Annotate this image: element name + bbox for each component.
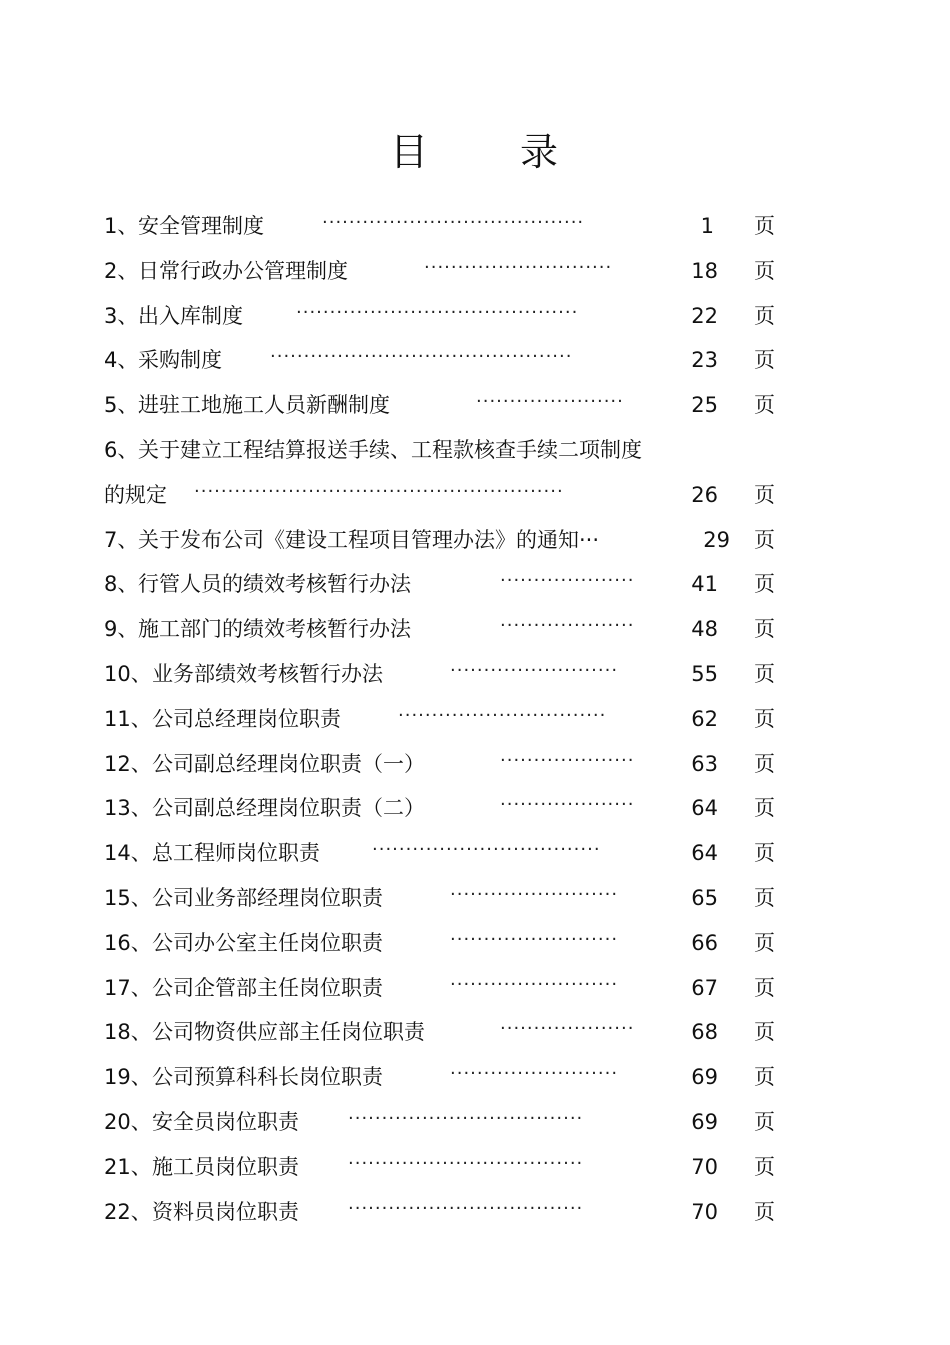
toc-entry[interactable] [104, 473, 804, 518]
toc-entry[interactable] [104, 966, 804, 1011]
toc-page-unit: 页 [754, 617, 775, 642]
toc-page-number: 67 [691, 975, 718, 1000]
toc-leader-dots: ······································· [322, 212, 585, 233]
toc-page-number: 1 [700, 214, 714, 238]
toc-page-unit: 页 [754, 572, 775, 597]
toc-entry[interactable] [104, 338, 804, 383]
toc-page-number: 23 [691, 348, 718, 373]
toc-entry[interactable] [104, 697, 804, 742]
toc-page-unit: 页 [754, 1109, 775, 1134]
toc-page-unit: 页 [754, 303, 775, 328]
toc-entry-number: 4、 [104, 348, 139, 373]
toc-entry-number: 16、 [104, 930, 152, 955]
toc-page-number: 69 [691, 1065, 718, 1090]
toc-page-unit: 页 [754, 1199, 775, 1224]
toc-entry-number: 22、 [104, 1199, 152, 1224]
toc-page-unit: 页 [754, 1154, 775, 1179]
toc-entry-title: 施工部门的绩效考核暂行办法 [138, 617, 411, 642]
toc-leader-dots: ·································· [372, 839, 601, 861]
toc-page-number: 68 [691, 1020, 718, 1045]
toc-entry-number: 12、 [104, 751, 152, 776]
toc-entry-number: 19、 [104, 1065, 152, 1090]
toc-page-number: 69 [691, 1109, 718, 1134]
toc-leader-dots: ························· [450, 973, 619, 995]
toc-entry[interactable] [104, 652, 804, 697]
toc-entry[interactable] [104, 1010, 804, 1055]
toc-entry[interactable] [104, 876, 804, 921]
toc-page-unit: 页 [754, 527, 775, 552]
toc-leader-dots: ······················································· [194, 480, 564, 502]
toc-page-unit: 页 [754, 482, 775, 507]
toc-entry-number: 1、 [104, 214, 139, 238]
toc-page-number: 26 [691, 482, 718, 507]
toc-leader-dots: ························· [450, 928, 619, 950]
toc-page-number: 62 [691, 706, 718, 731]
toc-entry[interactable] [104, 204, 804, 249]
toc-entry[interactable] [104, 294, 804, 339]
toc-entry-number: 10、 [104, 661, 152, 686]
toc-page-unit: 页 [754, 975, 775, 1000]
toc-entry-number: 6、 [104, 437, 139, 462]
toc-leader-dots: ···························· [424, 256, 613, 278]
toc-page-number: 29 [703, 527, 730, 552]
toc-entry-title: 日常行政办公管理制度 [138, 258, 348, 283]
toc-entry[interactable] [104, 518, 804, 563]
toc-entry-title: 安全员岗位职责 [152, 1109, 299, 1134]
toc-page-unit: 页 [754, 706, 775, 731]
toc-leader-dots: ···················· [500, 570, 635, 592]
table-of-contents [104, 204, 804, 1234]
toc-page-unit: 页 [754, 258, 775, 283]
toc-leader-dots: ······················ [476, 391, 624, 413]
toc-leader-dots: ···················· [500, 1018, 635, 1040]
toc-page-number: 55 [691, 661, 718, 686]
toc-entry-title: 行管人员的绩效考核暂行办法 [138, 572, 411, 597]
toc-entry-title: 施工员岗位职责 [152, 1154, 299, 1179]
toc-entry-title: 公司企管部主任岗位职责 [152, 975, 383, 1000]
toc-entry-title: 公司物资供应部主任岗位职责 [152, 1020, 425, 1045]
toc-entry-title: 总工程师岗位职责 [152, 841, 320, 866]
toc-entry[interactable] [104, 831, 804, 876]
toc-entry[interactable] [104, 1100, 804, 1145]
toc-entry-title: 进驻工地施工人员新酬制度 [138, 393, 390, 418]
toc-page-unit: 页 [754, 930, 775, 955]
toc-entry-title: 业务部绩效考核暂行办法 [152, 661, 383, 686]
toc-page-number: 64 [691, 841, 718, 866]
toc-entry-number: 21、 [104, 1154, 152, 1179]
toc-page-number: 22 [691, 303, 718, 328]
toc-entry-number: 7、 [104, 527, 139, 552]
toc-entry-title: 采购制度 [138, 348, 222, 373]
toc-page-number: 70 [691, 1154, 718, 1179]
toc-entry-number: 14、 [104, 841, 152, 866]
toc-entry[interactable] [104, 607, 804, 652]
toc-page-number: 66 [691, 930, 718, 955]
toc-entry[interactable] [104, 921, 804, 966]
toc-entry-title: 公司副总经理岗位职责（二） [152, 796, 425, 821]
toc-leader-dots: ························· [450, 883, 619, 905]
toc-entry[interactable] [104, 383, 804, 428]
toc-page-number: 18 [691, 258, 718, 283]
toc-entry-title: 关于建立工程结算报送手续、工程款核查手续二项制度 [138, 437, 642, 462]
toc-page-number: 64 [691, 796, 718, 821]
toc-page-unit: 页 [754, 796, 775, 821]
toc-page-number: 65 [691, 885, 718, 910]
toc-entry-title: 出入库制度 [138, 303, 243, 328]
toc-entry-number: 17、 [104, 975, 152, 1000]
toc-entry-title: 公司业务部经理岗位职责 [152, 885, 383, 910]
toc-entry[interactable] [104, 249, 804, 294]
toc-entry-title: 公司副总经理岗位职责（一） [152, 751, 425, 776]
toc-leader-dots: ··································· [348, 1197, 584, 1219]
toc-entry-title: 资料员岗位职责 [152, 1199, 299, 1224]
toc-entry-title: 关于发布公司《建设工程项目管理办法》的通知··· [138, 527, 600, 552]
toc-leader-dots: ···················· [500, 794, 635, 816]
toc-leader-dots: ···················· [500, 749, 635, 771]
toc-entry-title: 公司办公室主任岗位职责 [152, 930, 383, 955]
toc-leader-dots: ··································· [348, 1107, 584, 1129]
toc-entry[interactable] [104, 1145, 804, 1190]
toc-page-number: 63 [691, 751, 718, 776]
toc-entry-number: 20、 [104, 1109, 152, 1134]
toc-page-unit: 页 [754, 393, 775, 418]
toc-page-unit: 页 [754, 1065, 775, 1090]
toc-page-number: 48 [691, 617, 718, 642]
toc-entry-number: 15、 [104, 885, 152, 910]
toc-entry[interactable] [104, 1055, 804, 1100]
toc-page-unit: 页 [754, 885, 775, 910]
toc-page-unit: 页 [754, 751, 775, 776]
toc-entry[interactable] [104, 562, 804, 607]
toc-page-unit: 页 [754, 214, 775, 238]
toc-leader-dots: ············································· [270, 346, 573, 368]
toc-page-number: 25 [691, 393, 718, 418]
page-title [0, 128, 950, 176]
toc-entry[interactable] [104, 428, 804, 473]
toc-entry-title: 安全管理制度 [138, 214, 264, 238]
toc-entry-number: 18、 [104, 1020, 152, 1045]
toc-entry[interactable] [104, 742, 804, 787]
toc-leader-dots: ·········································· [296, 301, 579, 323]
toc-leader-dots: ··································· [348, 1152, 584, 1174]
toc-entry-title: 公司预算科科长岗位职责 [152, 1065, 383, 1090]
toc-page-unit: 页 [754, 1020, 775, 1045]
toc-page-unit: 页 [754, 661, 775, 686]
toc-entry-number: 5、 [104, 393, 139, 418]
toc-entry[interactable] [104, 1190, 804, 1235]
toc-page-unit: 页 [754, 841, 775, 866]
toc-leader-dots: ························· [450, 659, 619, 681]
toc-entry-number: 8、 [104, 572, 139, 597]
page-title-char-1: 目 [389, 130, 430, 174]
toc-page-number: 70 [691, 1199, 718, 1224]
toc-entry-number: 9、 [104, 617, 139, 642]
toc-entry-title: 公司总经理岗位职责 [152, 706, 341, 731]
toc-entry-number: 3、 [104, 303, 139, 328]
toc-entry-number: 2、 [104, 258, 139, 283]
toc-entry-number: 11、 [104, 706, 152, 731]
toc-leader-dots: ······························· [398, 704, 607, 726]
toc-page-number: 41 [691, 572, 718, 597]
toc-entry-number: 13、 [104, 796, 152, 821]
toc-leader-dots: ···················· [500, 615, 635, 637]
toc-entry[interactable] [104, 786, 804, 831]
toc-entry-title: 的规定 [104, 482, 167, 507]
toc-leader-dots: ························· [450, 1063, 619, 1085]
toc-page-unit: 页 [754, 348, 775, 373]
page-title-char-2: 录 [520, 130, 561, 174]
